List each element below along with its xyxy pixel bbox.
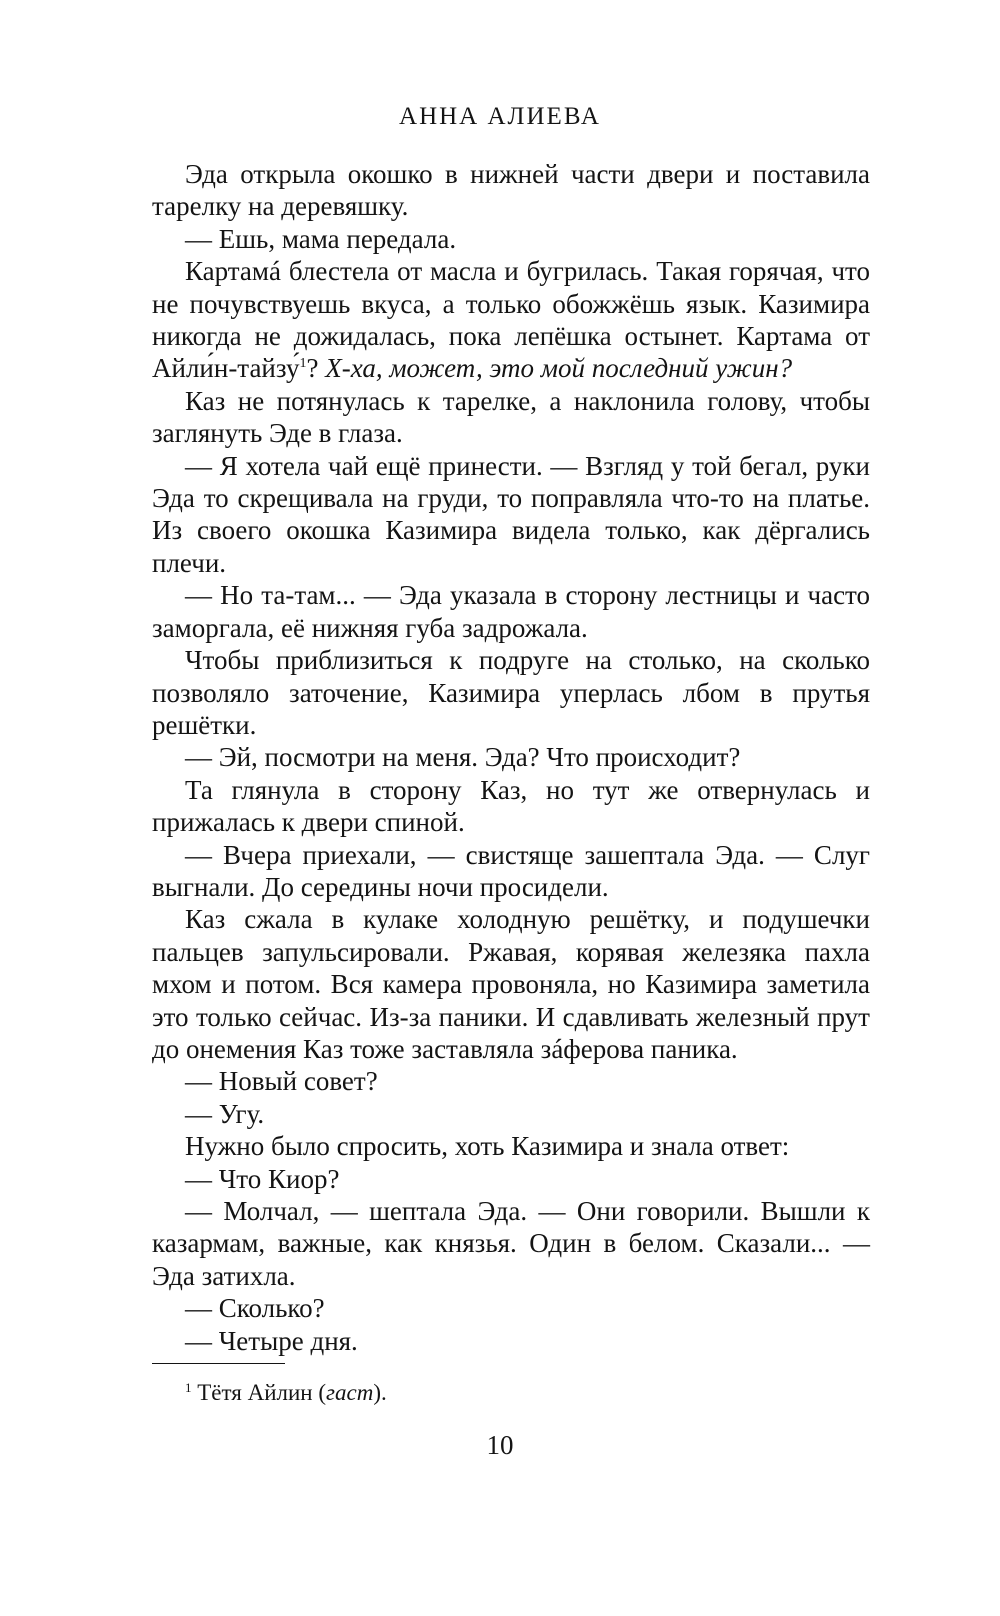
footnote-text: Тётя Айлин ( xyxy=(191,1380,327,1405)
paragraph: — Четыре дня. xyxy=(185,1325,358,1356)
footnote xyxy=(185,1378,387,1408)
footnote-rule xyxy=(152,1363,285,1364)
running-header: АННА АЛИЕВА xyxy=(399,103,601,130)
footnote-marker: 1 xyxy=(185,1380,192,1395)
paragraph-text: ? xyxy=(306,353,326,384)
footnote-italic: гаст xyxy=(326,1380,374,1405)
paragraph: Каз сжала в кулаке холодную решётку, и подушечки пальцев запульсировали. Ржавая, корявая железяка пахла мхом и потом. Вся камера провоняла, но Казимира заметила это только сейчас. Из-за паники. И сдавливать железный прут до онемения Каз тоже заставляла зáферова паника. xyxy=(152,904,870,1064)
paragraph: — Молчал, — шептала Эда. — Они говорили. Вышли к казармам, важные, как князья. Один в белом. Сказали... — Эда затихла. xyxy=(152,1196,870,1291)
paragraph: — Сколько? xyxy=(185,1293,325,1324)
paragraph: Каз не потянулась к тарелке, а наклонила голову, чтобы заглянуть Эде в глаза. xyxy=(152,385,870,449)
paragraph: — Я хотела чай ещё принести. — Взгляд у той бегал, руки Эда то скрещивала на груди, то поправляла что-то на платье. Из своего окошка Казимира видела только, как дёргались плечи. xyxy=(152,450,870,578)
paragraph-text: Картамá блестела от масла и бугрилась. Такая горячая, что не почувствуешь вкуса, а только обожжёшь язык. Казимира никогда не дожидалась, пока лепёшка остынет. Картама от Айли́н-тайзу́ xyxy=(152,256,870,384)
paragraph: — Но та-там... — Эда указала в сторону лестницы и часто заморгала, её нижняя губа задрожала. xyxy=(152,580,870,643)
italic-thought: Х-ха, может, это мой последний ужин? xyxy=(325,353,793,384)
paragraph: — Ешь, мама передала. xyxy=(185,223,457,254)
paragraph xyxy=(152,255,870,385)
paragraph: Нужно было спросить, хоть Казимира и знала ответ: xyxy=(185,1131,790,1162)
paragraph: — Новый совет? xyxy=(185,1066,378,1097)
paragraph: — Вчера приехали, — свистяще зашептала Эда. — Слуг выгнали. До середины ночи просидели. xyxy=(152,839,870,902)
paragraph: Та глянула в сторону Каз, но тут же отвернулась и прижалась к двери спиной. xyxy=(152,774,870,838)
page-number: 10 xyxy=(486,1430,514,1460)
body-text xyxy=(152,158,870,1357)
paragraph: — Угу. xyxy=(185,1098,265,1129)
paragraph: Чтобы приблизиться к подруге на столько, на сколько позволяло заточение, Казимира уперлась лбом в прутья решётки. xyxy=(152,645,870,740)
footnote-reference[interactable]: 1 xyxy=(299,356,307,372)
paragraph: Эда открыла окошко в нижней части двери и поставила тарелку на деревяшку. xyxy=(152,159,870,222)
footnote-closing: ). xyxy=(373,1380,387,1405)
paragraph: — Что Киор? xyxy=(185,1163,340,1194)
paragraph: — Эй, посмотри на меня. Эда? Что происходит? xyxy=(185,742,741,773)
